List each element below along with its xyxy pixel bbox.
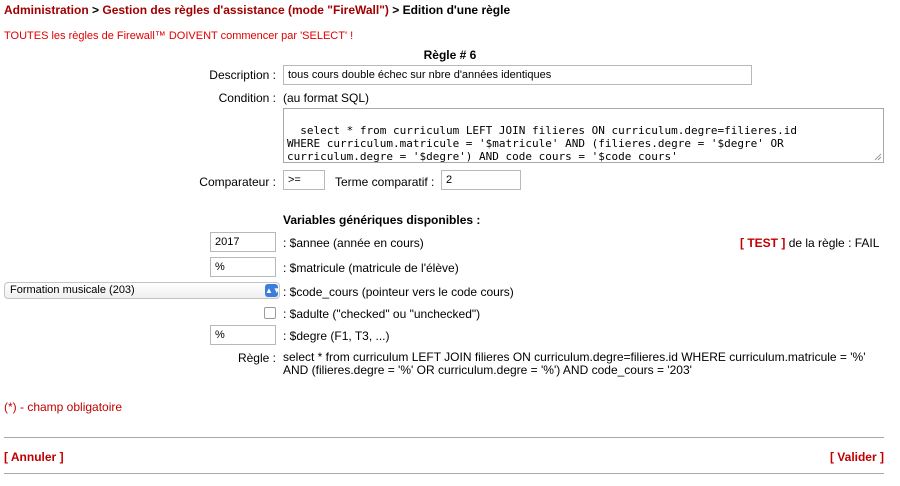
adulte-checkbox[interactable] — [264, 307, 276, 319]
variables-heading: Variables génériques disponibles : — [283, 213, 481, 227]
adulte-description: : $adulte ("checked" ou "unchecked") — [283, 307, 481, 321]
breadcrumb-current: Edition d'une règle — [402, 3, 511, 17]
breadcrumb-gestion-link[interactable]: Gestion des règles d'assistance (mode "FireWall") — [102, 3, 389, 17]
condition-sql: select * from curriculum LEFT JOIN filieres ON curriculum.degre=filieres.id WHERE curriculum.matricule = '$matricule' AND (filieres.degre = '$degre' OR curriculum.degre = '$degre') AND code_cours = '$code_cours' — [287, 124, 797, 163]
test-result: de la règle : FAIL — [785, 236, 880, 250]
validate-action: [ Valider ] — [829, 450, 884, 464]
divider — [4, 437, 884, 438]
cancel-action: [ Annuler ] — [4, 450, 64, 464]
breadcrumb — [4, 3, 510, 17]
cancel-link[interactable]: Annuler — [10, 450, 57, 464]
code-cours-description: : $code_cours (pointeur vers le code cours) — [283, 285, 514, 299]
comparateur-label: Comparateur : — [199, 175, 276, 189]
divider — [4, 473, 884, 474]
select-warning: TOUTES les règles de Firewall™ DOIVENT commencer par 'SELECT' ! — [4, 30, 354, 42]
test-status: [ TEST ] de la règle : FAIL — [740, 236, 880, 250]
rule-preview: select * from curriculum LEFT JOIN filieres ON curriculum.degre=filieres.id WHERE curriculum.matricule = '%' AND (filieres.degre = '%' OR curriculum.degre = '%') AND code_cours = '203' — [283, 350, 866, 377]
breadcrumb-separator: > — [388, 3, 403, 17]
breadcrumb-administration-link[interactable]: Administration — [4, 3, 89, 17]
matricule-description: : $matricule (matricule de l'élève) — [283, 261, 459, 275]
code-cours-select[interactable] — [4, 282, 280, 299]
condition-format-hint: (au format SQL) — [283, 91, 370, 105]
degre-input[interactable] — [210, 325, 276, 345]
condition-textarea[interactable] — [283, 108, 884, 163]
annee-description: : $annee (année en cours) — [283, 236, 424, 250]
condition-label: Condition : — [218, 91, 276, 105]
breadcrumb-separator: > — [88, 3, 103, 17]
mandatory-note: (*) - champ obligatoire — [4, 400, 123, 414]
annee-input[interactable] — [210, 232, 276, 252]
select-arrows-icon: ▲▼ — [265, 286, 281, 295]
degre-description: : $degre (F1, T3, ...) — [283, 329, 390, 343]
comparateur-input[interactable] — [283, 170, 325, 190]
validate-link[interactable]: Valider — [837, 450, 877, 464]
code-cours-selected: Formation musicale (203) — [10, 284, 135, 296]
rule-label: Règle : — [237, 351, 276, 365]
form-title: Règle # 6 — [423, 48, 477, 62]
terme-comparatif-input[interactable] — [441, 170, 521, 190]
description-label: Description : — [209, 68, 276, 82]
resize-grip-icon[interactable] — [873, 152, 882, 161]
description-input[interactable] — [283, 65, 752, 85]
test-link[interactable]: TEST — [747, 236, 779, 250]
matricule-input[interactable] — [210, 257, 276, 277]
terme-comparatif-label: Terme comparatif : — [335, 175, 435, 189]
